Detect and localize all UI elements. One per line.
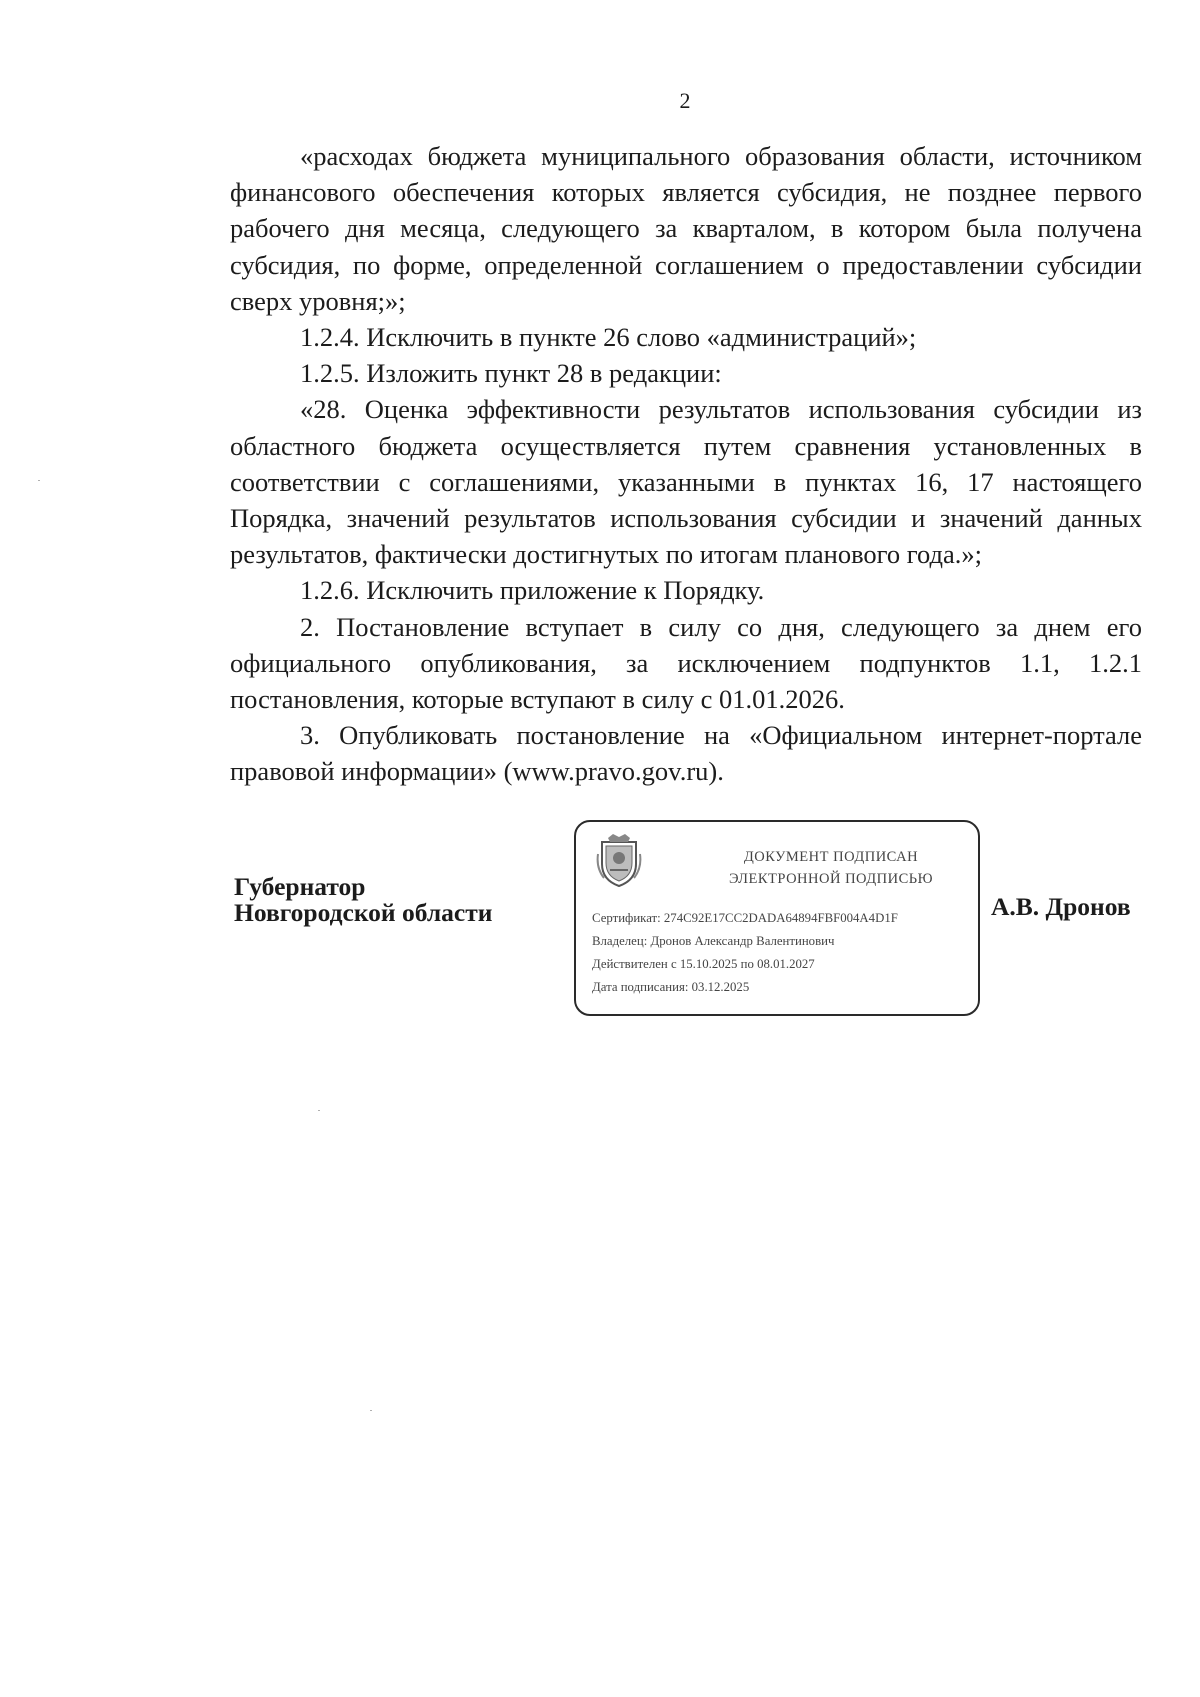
scan-speck xyxy=(318,1110,320,1111)
paragraph-continuation: «расходах бюджета муниципального образования области, источником финансового обеспечения которых является субсидия, не позднее первого рабочего дня месяца, следующего за кварталом, в котором была получена субсидия, по форме, определенной соглашением о предоставлении субсидии сверх уровня;»; xyxy=(230,141,1142,316)
electronic-signature-stamp xyxy=(574,820,980,1016)
page-number: 2 xyxy=(679,88,691,113)
stamp-title-line-1: ДОКУМЕНТ ПОДПИСАН xyxy=(743,849,919,865)
certificate-details xyxy=(592,907,898,999)
certificate-owner: Владелец: Дронов Александр Валентинович xyxy=(592,934,835,948)
signing-date: Дата подписания: 03.12.2025 xyxy=(592,980,750,994)
paragraph-2-effective-date: 2. Постановление вступает в силу со дня, следующего за днем его официального опубликования, за исключением подпунктов 1.1, 1.2.1 постановления, которые вступают в силу с 01.01.2026. xyxy=(230,611,1142,715)
stamp-title xyxy=(696,846,966,890)
coat-of-arms-emblem-icon xyxy=(596,834,642,888)
paragraph-1-2-5: 1.2.5. Изложить пункт 28 в редакции: xyxy=(300,358,722,389)
certificate-validity: Действителен с 15.10.2025 по 08.01.2027 xyxy=(592,957,815,971)
position-line-2: Новгородской области xyxy=(234,898,493,927)
paragraph-3-publication: 3. Опубликовать постановление на «Официальном интернет-портале правовой информации» (www.pravo.gov.ru). xyxy=(230,720,1142,787)
document-body xyxy=(230,138,1142,790)
position-line-1: Губернатор xyxy=(234,872,366,901)
scan-speck xyxy=(370,1410,372,1411)
signer-position xyxy=(234,874,492,926)
paragraph-1-2-6: 1.2.6. Исключить приложение к Порядку. xyxy=(300,575,765,606)
stamp-title-line-2: ЭЛЕКТРОННОЙ ПОДПИСЬЮ xyxy=(728,871,934,887)
certificate-number: Сертификат: 274C92E17CC2DADA64894FBF004A4D1F xyxy=(592,911,898,925)
scan-speck xyxy=(38,480,40,481)
paragraph-point-28: «28. Оценка эффективности результатов использования субсидии из областного бюджета осуществляется путем сравнения установленных в соответствии с соглашениями, указанными в пунктах 16, 17 настоящего Порядка, значений результатов использования субсидии и значений данных результатов, фактически достигнутых по итогам планового года.»; xyxy=(230,394,1142,570)
paragraph-1-2-4: 1.2.4. Исключить в пункте 26 слово «администраций»; xyxy=(300,322,917,353)
signer-name: А.В. Дронов xyxy=(991,892,1131,921)
